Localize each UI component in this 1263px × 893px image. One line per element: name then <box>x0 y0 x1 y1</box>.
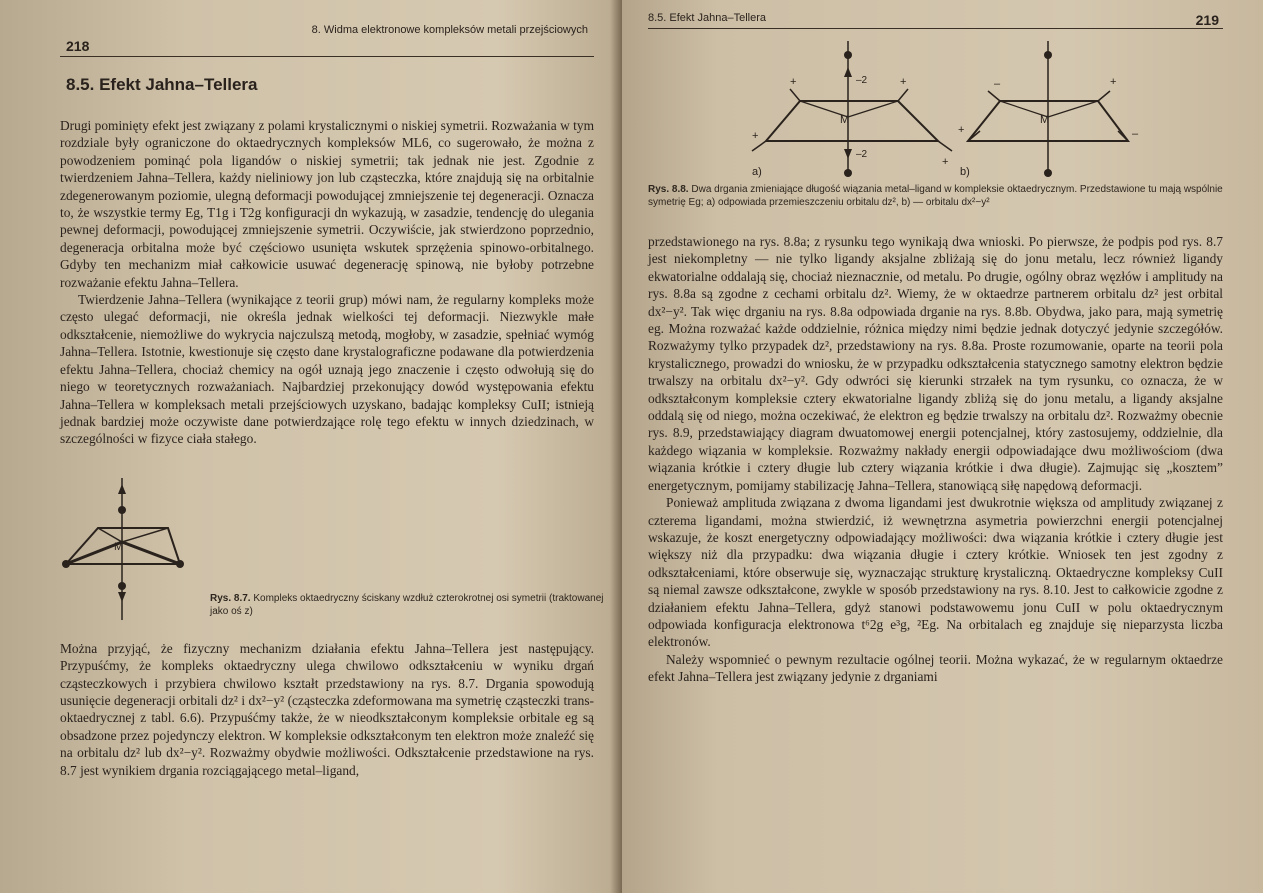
section-title: 8.5. Efekt Jahna–Tellera <box>66 75 258 94</box>
bond-back-right <box>122 528 168 542</box>
vibration-modes-diagram <box>648 33 1223 181</box>
sign-front-left-a: + <box>752 130 759 142</box>
page-number-left: 218 <box>66 38 90 54</box>
panel-a-label: a) <box>752 166 762 178</box>
right-page <box>622 0 1263 893</box>
panel-b-label: b) <box>960 166 970 178</box>
ligand-axial-bottom <box>118 582 126 590</box>
left-page <box>0 0 622 893</box>
arrow-up-icon <box>844 149 852 159</box>
displacement-label-top-a: –2 <box>856 75 868 86</box>
paragraph-2: Twierdzenie Jahna–Tellera (wynikające z teorii grup) mówi nam, że regularny kompleks może często ulegać deformacji, nie określa jednak wielkości tej deformacji. Niezwykle małe odkształcenie, niemożliwe do wykrycia najczulszą metodą, mogłoby, w zasadzie, spełniać wymóg Jahna–Tellera. Istotnie, kwestionuje się często dane krystalograficzne podawane dla potwierdzenia efektu Jahna–Tellera, chociaż chemicy na ogół uznają jego znaczenie i często odwołują się do niego w teoretycznych rozważaniach. Najbardziej przekonujący dowód występowania efektu Jahna–Tellera w kompleksach metali przejściowych uzyskano, badając kompleksy CuII; istnieją jednak bardziej może oczywiste dane potwierdzające rolę tego efektu w innych dziedzinach, w szczególności w fizyce ciała stałego. <box>60 292 594 447</box>
panel-b <box>958 41 1139 178</box>
sign-front-left-b: + <box>958 124 965 136</box>
arrow-down-icon <box>118 484 126 494</box>
paragraph-5: Ponieważ amplituda związana z dwoma ligandami jest dwukrotnie większa od amplitudy związanej z czterema ligandami, można stwierdzić, iż wewnętrzna asymetria powierzchni energii potencjalnej wskazuje, że koszt energetyczny odpowiadający możliwości: dwa wiązania krótkie i cztery długie jest większy niż dla przypadku: dwa wiązania długie i cztery krótkie. Wniosek ten jest zgodny z odkształceniami, które obserwuje się, wyznaczając strukturę krystaliczną. Oktaedryczne kompleksy CuII są niemal zawsze odkształcone, zwykle w sposób przedstawiony na rys. 8.10. Jest to całkowicie zgodne z działaniem efektu Jahna–Tellera, gdyż stanowi podstawowemu jonu CuII w polu oktaedrycznym odpowiada konfiguracja elektronowa t⁶2g e³g, ²Eg. Na orbitalach eg znajduje się nieparzysta liczba elektronów. <box>648 495 1223 650</box>
paragraph-6: Należy wspomnieć o pewnym rezultacie ogólnej teorii. Można wykazać, że w regularnym oktaedrze efekt Jahna–Tellera jest związany jedynie z drganiami <box>648 651 1223 685</box>
figure-8-7-caption-text: Kompleks oktaedryczny ściskany wzdłuż czterokrotnej osi symetrii (traktowanej jako oś z) <box>210 592 604 617</box>
figure-8-7-caption <box>210 592 610 618</box>
paragraph-1: Drugi pominięty efekt jest związany z polami krystalicznymi o niskiej symetrii. Rozważania w tym rozdziale były ograniczone do oktaedrycznych kompleksów ML6, co sugerowało, że można z powodzeniem pominąć pola ligandów o niskiej symetrii; tak jednak nie jest. Zgodnie z twierdzeniem Jahna–Tellera, każdy nieliniowy jon lub cząsteczka, które znajdują się na orbitalnie zdegenerowanym poziomie, ulegną deformacji powodującej zmniejszenie tej degeneracji. Oznacza to, że wszystkie termy Eg, T1g i T2g konfiguracji dn wykazują, w zasadzie, tendencję do ulegania pewnej deformacji, powodującej zmniejszenie symetrii. Oczywiście, jak stwierdzono poprzednio, degeneracja orbitalna może być częściowo usunięta wskutek sprzężenia spinowo-orbitalnego. Gdyby ten mechanizm miał całkowicie usuwać degenerację spinową, nie byłoby potrzebne rozważanie efektu Jahna–Tellera. <box>60 118 594 290</box>
bond-front-right <box>122 542 180 564</box>
metal-label-b: M <box>1040 114 1050 126</box>
bond-back-left <box>98 528 122 542</box>
running-head-right <box>648 12 1223 29</box>
figure-8-8-caption <box>648 183 1223 209</box>
ligand-front-right <box>176 560 184 568</box>
sign-front-right-b: – <box>1132 128 1139 140</box>
ligand-axial-top <box>118 506 126 514</box>
panel-a <box>752 41 952 178</box>
ligand-front-left <box>62 560 70 568</box>
figure-8-7-label: Rys. 8.7. <box>210 592 251 604</box>
displacement-label-bottom-a: –2 <box>856 149 868 160</box>
running-head-left <box>60 22 594 57</box>
page-number-right: 219 <box>1195 12 1219 28</box>
paragraph-3: Można przyjąć, że fizyczny mechanizm działania efektu Jahna–Tellera jest następujący. Przypuśćmy, że kompleks oktaedryczny ulega chwilowo odkształceniu w wyniku drgań cząsteczkowych i przybiera chwilowo kształt przedstawiony na rys. 8.7. Drgania spowodują usunięcie degeneracji orbitali dz² i dx²−y² (cząsteczka zdeformowana ma symetrię cząsteczki trans-oktaedrycznej z tabl. 6.6). Przypuśćmy także, że w nieodkształconym kompleksie orbitale eg są obsadzone przez pojedynczy elektron. W kompleksie odkształconym ten elektron może znaleźć się na orbitalu dz² lub dx²−y². Rozważmy obydwie możliwości. Odkształcenie przedstawione na rys. 8.7 jest wynikiem drgania rozciągającego metal–ligand, <box>60 640 594 778</box>
running-head-text-right: 8.5. Efekt Jahna–Tellera <box>648 12 767 24</box>
metal-label: M <box>114 540 124 553</box>
figure-8-7 <box>60 470 604 630</box>
sign-back-right-b: + <box>1110 76 1117 88</box>
figure-8-8-caption-text: Dwa drgania zmieniające długość wiązania metal–ligand w kompleksie oktaedrycznym. Przedstawione tu mają wspólnie symetrię Eg; a) odpowiada przemieszczeniu orbitalu dz², b) — orbitalu dx²−y² <box>648 184 1223 208</box>
figure-8-8-label: Rys. 8.8. <box>648 184 689 195</box>
sign-back-left-b: – <box>994 78 1001 90</box>
paragraph-4: przedstawionego na rys. 8.8a; z rysunku tego wynikają dwa wnioski. Po pierwsze, że podpis pod rys. 8.7 jest niekompletny — nie tylko ligandy aksjalne zbliżają się do jonu metalu, lecz również ligandy ekwatorialne oddalają się, chociaż nieznacznie, od metalu. Po drugie, ogólny obraz węzłów i amplitudy na rys. 8.8a są zgodne z cechami orbitalu dz². Wiemy, że w oktaedrze partnerem orbitalu dz² jest orbital dx²−y². Tak więc drganiu na rys. 8.8a odpowiada drganie na rys. 8.8b. Obydwa, jako para, mają symetrię eg. Można rozważać każde oddzielnie, różnica między nimi będzie jednak dotyczyć jedynie szczegółów. Rozważymy tylko przypadek dz², przedstawiony na rys. 8.8a. Proste rozumowanie, oparte na teorii pola krystalicznego, prowadzi do wniosku, że w przypadku odkształcenia statycznego samotny elektron będzie trwalszy na orbitalu dx²−y². Gdy odwróci się kierunki strzałek na tym rysunku, co oznacza, że w odkształconym kompleksie cztery ekwatorialne ligandy zbliżą się do jonu metalu, a ligandy aksjalne oddalą się od niego, można oczekiwać, że elektron eg będzie trwalszy na orbitalu dz². Rozważmy obecnie rys. 8.9, przedstawiający diagram dwuatomowej energii potencjalnej, który zastosujemy, oddzielnie, dla każdego wiązania w kompleksie. Rozważmy nakłady energii odpowiadające dwu możliwościom (dwa wiązania krótkie i cztery długie lub cztery wiązania krótkie i dwa długie). Zajmując się „kosztem” energetycznym, pomijamy stabilizację Jahna–Tellera, stanowiącą siłę napędową deformacji. <box>648 234 1223 493</box>
metal-label-a: M <box>840 114 850 126</box>
figure-8-8 <box>648 33 1223 233</box>
sign-front-right-a: + <box>942 156 949 168</box>
arrow-down-icon <box>844 67 852 77</box>
arrow-up-icon <box>118 592 126 602</box>
sign-back-right-a: + <box>900 76 907 88</box>
running-head-text-left: 8. Widma elektronowe kompleksów metali przejściowych <box>311 24 588 36</box>
sign-back-left-a: + <box>790 76 797 88</box>
octahedron-compressed-diagram <box>60 470 220 630</box>
